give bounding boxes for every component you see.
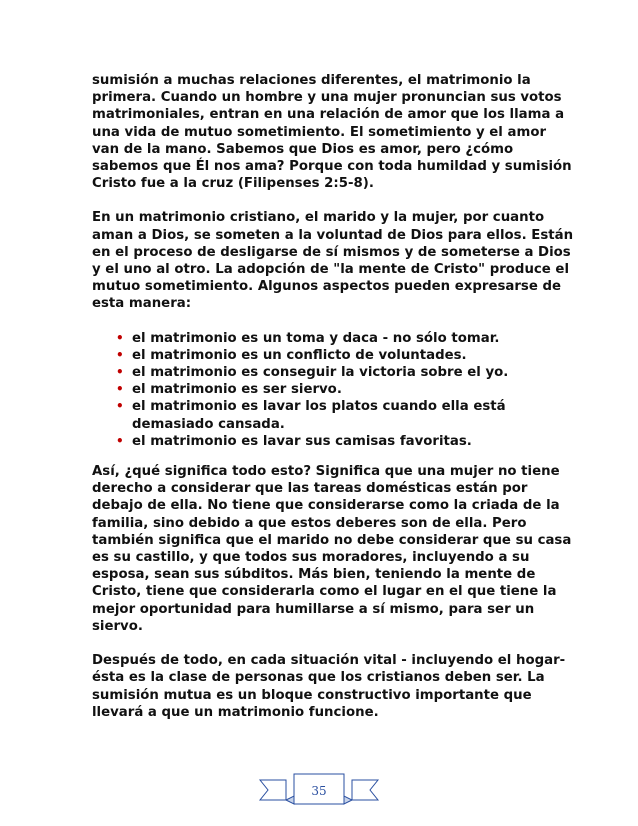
text-line: Así, ¿qué significa todo esto? Significa que una mujer no tiene bbox=[92, 464, 560, 480]
list-item-text: el matrimonio es conseguir la victoria sobre el yo. bbox=[132, 365, 509, 381]
text-line: sumisión a muchas relaciones diferentes, el matrimonio la bbox=[92, 73, 531, 88]
paragraph bbox=[92, 209, 574, 312]
text-line: es su castillo, y que todos sus moradores, incluyendo a su bbox=[92, 550, 530, 566]
paragraph bbox=[92, 652, 566, 721]
paragraph bbox=[92, 72, 572, 192]
text-line: esposa, sean sus súbditos. Más bien, teniendo la mente de bbox=[92, 567, 536, 583]
paragraph bbox=[92, 463, 572, 635]
list-item-text: el matrimonio es lavar sus camisas favoritas. bbox=[132, 433, 472, 449]
text-line: van de la mano. Sabemos que Dios es amor, pero ¿cómo bbox=[92, 141, 514, 157]
text-line: sabemos que Él nos ama? Porque con toda humildad y sumisión bbox=[92, 159, 572, 175]
text-line: y el uno al otro. La adopción de "la mente de Cristo" produce el bbox=[92, 262, 570, 278]
list-item-text: el matrimonio es un conflicto de voluntades. bbox=[132, 347, 467, 363]
document-body bbox=[92, 72, 574, 738]
text-line: en el proceso de desligarse de sí mismos y de someterse a Dios bbox=[92, 244, 571, 260]
text-line: ésta es la clase de personas que los cristianos deben ser. La bbox=[92, 670, 545, 686]
list-item bbox=[92, 330, 552, 347]
bullet-icon: • bbox=[116, 330, 124, 345]
list-item bbox=[92, 347, 552, 364]
text-line: mutuo sometimiento. Algunos aspectos pueden expresarse de bbox=[92, 279, 562, 295]
text-line: derecho a considerar que las tareas domésticas están por bbox=[92, 481, 528, 497]
text-line: Cristo fue a la cruz (Filipenses 2:5-8). bbox=[92, 176, 374, 192]
bullet-icon: • bbox=[116, 382, 124, 397]
closing-paragraphs bbox=[92, 463, 572, 721]
text-line: Después de todo, en cada situación vital - incluyendo el hogar- bbox=[92, 653, 566, 669]
text-line: sumisión mutua es un bloque constructivo importante que bbox=[92, 687, 532, 703]
list-item bbox=[92, 381, 552, 398]
intro-paragraphs bbox=[92, 72, 574, 313]
text-line: primera. Cuando un hombre y una mujer pronuncian sus votos bbox=[92, 90, 562, 106]
bullet-icon: • bbox=[116, 433, 124, 448]
text-line: familia, sino debido a que estos deberes son de ella. Pero bbox=[92, 515, 527, 531]
text-line: esta manera: bbox=[92, 296, 192, 312]
page-number: 35 bbox=[311, 784, 327, 798]
bullet-list bbox=[92, 330, 552, 450]
page-number-ribbon bbox=[256, 770, 382, 806]
list-item-text: demasiado cansada. bbox=[132, 416, 285, 432]
text-line: llevará a que un matrimonio funcione. bbox=[92, 704, 379, 720]
list-item bbox=[92, 433, 552, 450]
text-line: matrimoniales, entran en una relación de amor que los llama a bbox=[92, 107, 565, 123]
text-line: Cristo, tiene que considerarla como el lugar en el que tiene la bbox=[92, 584, 557, 600]
list-item-text: el matrimonio es un toma y daca - no sólo tomar. bbox=[132, 330, 500, 346]
list-item bbox=[92, 364, 552, 381]
text-line: siervo. bbox=[92, 618, 143, 634]
text-line: debajo de ella. No tiene que considerarse como la criada de la bbox=[92, 498, 560, 514]
text-line: una vida de mutuo sometimiento. El sometimiento y el amor bbox=[92, 124, 547, 140]
bullet-icon: • bbox=[116, 365, 124, 380]
text-line: En un matrimonio cristiano, el marido y la mujer, por cuanto bbox=[92, 210, 545, 226]
bullet-icon: • bbox=[116, 399, 124, 414]
list-item-text: el matrimonio es lavar los platos cuando ella está bbox=[132, 399, 506, 415]
text-line: también significa que el marido no debe considerar que su casa bbox=[92, 532, 572, 548]
text-line: aman a Dios, se someten a la voluntad de Dios para ellos. Están bbox=[92, 227, 574, 243]
bullet-icon: • bbox=[116, 347, 124, 362]
list-item bbox=[92, 398, 552, 432]
list-item-text: el matrimonio es ser siervo. bbox=[132, 382, 342, 398]
text-line: mejor oportunidad para humillarse a sí mismo, para ser un bbox=[92, 601, 535, 617]
